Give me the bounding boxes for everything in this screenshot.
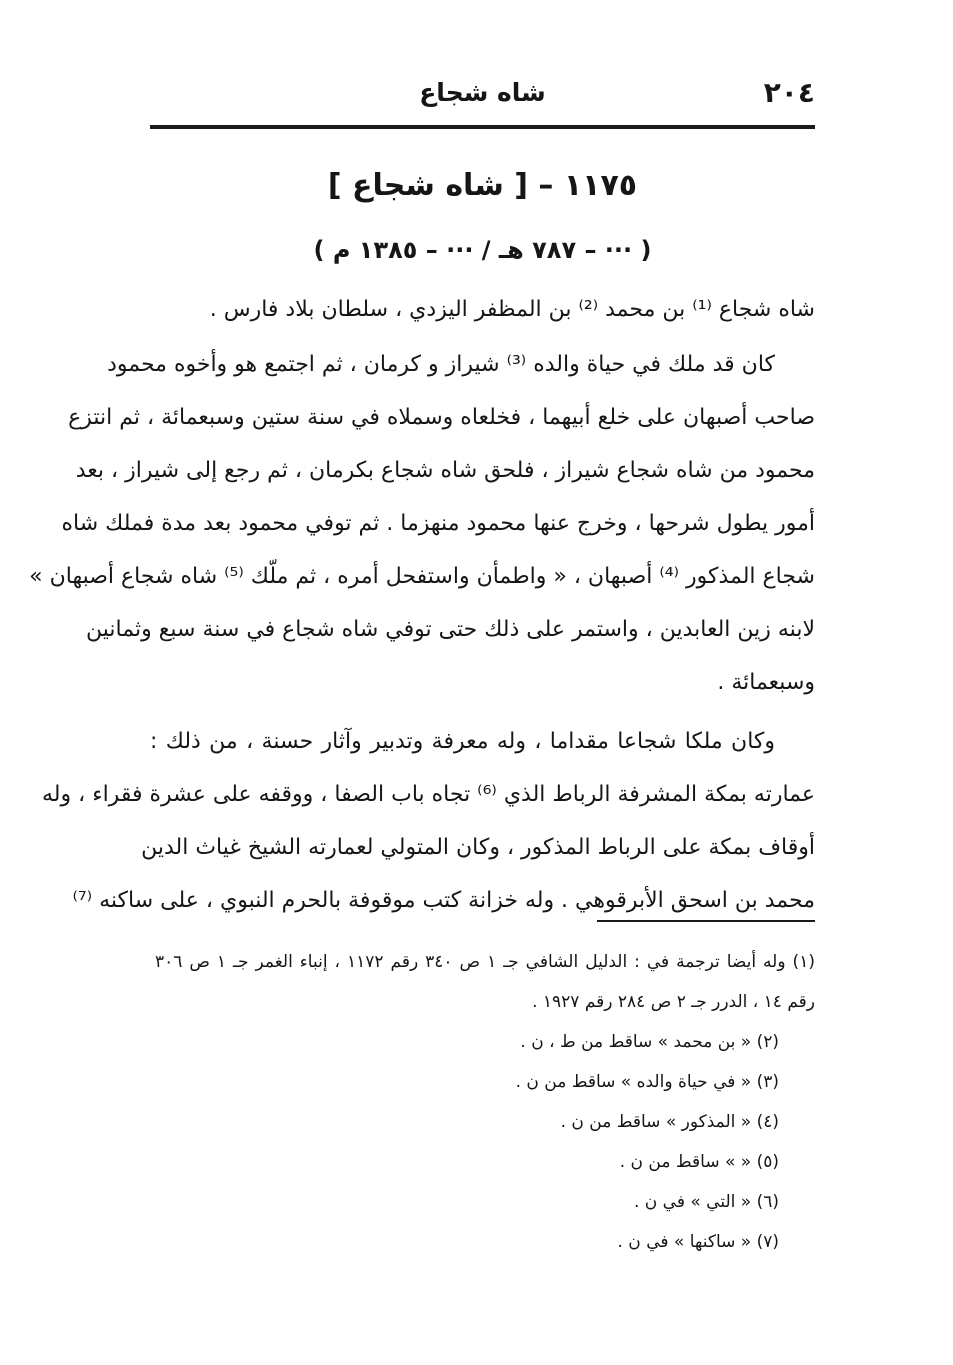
running-header [150,70,815,120]
footnote: (٦) « التي » في ن . [633,1192,779,1212]
footnote: (٤) « المذكور » ساقط من ن . [560,1112,779,1132]
entry-dates: ( ··· – ٧٨٧ هـ / ··· – ١٣٨٥ م ) [313,236,652,264]
entry-heading: ١١٧٥ – [ شاه شجاع ] [327,168,638,203]
text-line: كان قد ملك في حياة والده ⁽³⁾ شيراز و كرمان ، ثم اجتمع هو وأخوه محمود [107,352,775,377]
text-line: أمور يطول شرحها ، وخرج عنها محمود منهزما . ثم توفي محمود بعد مدة فملك شاه [61,511,815,536]
text-line: وكان ملكا شجاعا مقداما ، وله معرفة وتدبير وآثار حسنة ، من ذلك : [150,729,775,754]
text-line: محمد بن اسحق الأبرقوهي . وله خزانة كتب موقوفة بالحرم النبوي ، على ساكنه ⁽⁷⁾ [72,888,815,913]
footnote: رقم ١٤ ، الدرر جـ ٢ ص ٢٨٤ رقم ١٩٢٧ . [532,992,815,1012]
text-line: وسبعمائة . [717,670,815,695]
footnote: (٥) « » ساقط من ن . [619,1152,779,1172]
header-rule [150,125,815,129]
footnote: (٧) « ساكنها » في ن . [617,1232,779,1252]
text-line: لابنه زين العابدين ، واستمر على ذلك حتى توفي شاه شجاع في سنة سبع وثمانين [86,617,815,642]
running-title: شاه شجاع [419,78,546,107]
footnote-rule [597,920,815,922]
text-line: عمارته بمكة المشرفة الرباط الذي ⁽⁶⁾ تجاه باب الصفا ، ووقفه على عشرة فقراء ، وله [42,782,815,807]
page-number: ٢٠٤ [763,76,815,109]
text-line: صاحب أصبهان على خلع أبيهما ، فخلعاه وسملاه في سنة ستين وسبعمائة ، ثم انتزع [68,405,815,430]
text-line: أوقاف بمكة على الرباط المذكور ، وكان المتولي لعمارته الشيخ غياث الدين [141,835,815,860]
text-line: شاه شجاع ⁽¹⁾ بن محمد ⁽²⁾ بن المظفر اليزدي ، سلطان بلاد فارس . [209,297,815,322]
text-line: شجاع المذكور ⁽⁴⁾ أصبهان ، « واطمأن واستفحل أمره ، ثم ملّك ⁽⁵⁾ شاه شجاع أصبهان » [29,564,815,589]
body-text [29,282,815,927]
footnotes [155,942,815,1262]
footnote: (٣) « في حياة والده » ساقط من ن . [515,1072,779,1092]
text-line: محمود من شاه شجاع شيراز ، فلحق شاه شجاع بكرمان ، ثم رجع إلى شيراز ، بعد [75,458,815,483]
footnote: (٢) « بن محمد » ساقط من ط ، ن . [520,1032,779,1052]
footnote: (١) وله أيضا ترجمة في : الدليل الشافي جـ ١ ص ٣٤٠ رقم ١١٧٢ ، إنباء الغمر جـ ١ ص ٣٠٦ [155,952,815,972]
